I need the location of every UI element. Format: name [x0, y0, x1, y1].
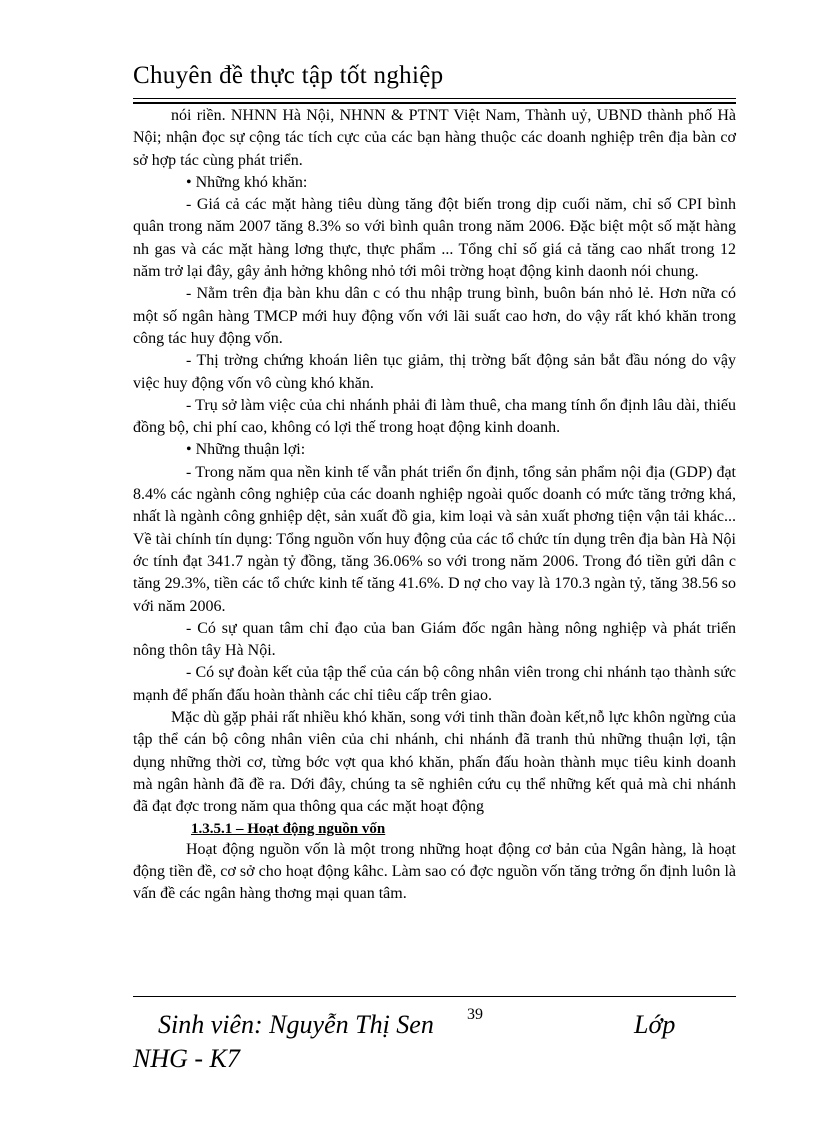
bullet-heading-difficulties: • Những khó khăn:	[186, 173, 308, 191]
paragraph: Hoạt động nguồn vốn là một trong những hoạt động cơ bản của Ngân hàng, là hoạt động tiền đề, cơ sở cho hoạt động kâhc. Làm sao có đợc nguồn vốn tăng trởng ổn định luôn là vấn đề các ngân hàng thơng mại quan tâm.	[133, 840, 736, 903]
document-body	[133, 105, 736, 905]
footer-rule	[133, 996, 736, 997]
bullet-heading-advantages: • Những thuận lợi:	[186, 441, 306, 459]
paragraph: Mặc dù gặp phải rất nhiều khó khăn, song với tinh thần đoàn kết,nỗ lực khôn ngừng của tập thể cán bộ công nhân viên của chi nhánh, chi nhánh đã tranh thủ những thuận lợi, tận dụng những thời cơ, từng bớc vợt qua khó khăn, phấn đấu hoàn thành mục tiêu kinh doanh mà ngân hành đã đề ra. Dới đây, chúng ta sẽ nghiên cứu cụ thể những kết quả mà chi nhánh đã đạt đợc trong năm qua thông qua các mặt hoạt động	[133, 709, 736, 816]
paragraph: - Trong năm qua nền kinh tế vẫn phát triển ổn định, tổng sản phẩm nội địa (GDP) đạt 8.4% các ngành công nghiệp của các doanh nghiệp ngoài quốc doanh có mức tăng trởng khá, nhất là ngành công gnhiệp dệt, sản xuất đồ gia, kim loại và sản xuất phơng tiện vận tải khác... Về tài chính tín dụng: Tổng nguồn vốn huy động của các tổ chức tín dụng trên địa bàn Hà Nội ớc tính đạt 341.7 ngàn tỷ đồng, tăng 36.06% so với trong năm 2006. Trong đó tiền gửi dân c tăng 29.3%, tiền các tổ chức kinh tế tăng 41.6%. D nợ cho vay là 170.3 ngàn tỷ, tăng 38.56 so với năm 2006.	[133, 463, 736, 615]
paragraph: - Thị trờng chứng khoán liên tục giảm, thị trờng bất động sản bắt đầu nóng do vậy việc huy động vốn vô cùng khó khăn.	[133, 352, 736, 392]
paragraph: - Nằm trên địa bàn khu dân c có thu nhập trung bình, buôn bán nhỏ lẻ. Hơn nữa có một số ngân hàng TMCP mới huy động vốn với lãi suất cao hơn, do vậy rất khó khăn trong công tác huy động vốn.	[133, 285, 736, 347]
page-number: 39	[467, 1006, 483, 1023]
header-rule-thick	[133, 102, 736, 104]
page-title: Chuyên đề thực tập tốt nghiệp	[133, 62, 444, 89]
paragraph: - Có sự đoàn kết của tập thể của cán bộ công nhân viên trong chi nhánh tạo thành sức mạnh để phấn đấu hoàn thành các chỉ tiêu cấp trên giao.	[133, 664, 736, 704]
paragraph: - Giá cả các mặt hàng tiêu dùng tăng đột biến trong dịp cuối năm, chỉ số CPI bình quân trong năm 2007 tăng 8.3% so với bình quân trong năm 2006. Đặc biệt một số mặt hàng nh gas và các mặt hàng lơng thực, thực phẩm ... Tổng chỉ số giá cả tăng cao nhất trong 12 năm trở lại đây, gây ảnh hởng không nhỏ tới môi trờng hoạt động kinh daonh nói chung.	[133, 196, 736, 281]
footer-student-name: Sinh viên: Nguyễn Thị Sen	[158, 1010, 434, 1039]
paragraph: nói riền. NHNN Hà Nội, NHNN & PTNT Việt Nam, Thành uỷ, UBND thành phố Hà Nội; nhận đọc sự cộng tác tích cực của các bạn hàng thuộc các doanh nghiệp trên địa bàn cơ sở hợp tác cùng phát triển.	[133, 107, 736, 169]
section-heading: 1.3.5.1 – Hoạt động nguồn vốn	[191, 820, 386, 837]
header-rule-thin	[133, 98, 736, 99]
footer-class-label: Lớp	[634, 1010, 676, 1039]
paragraph: - Trụ sở làm việc của chi nhánh phải đi làm thuê, cha mang tính ổn định lâu dài, thiếu đồng bộ, chi phí cao, không có lợi thế trong hoạt động kinh doanh.	[133, 396, 736, 437]
footer-class-value: NHG - K7	[133, 1044, 240, 1073]
paragraph: - Có sự quan tâm chỉ đạo của ban Giám đốc ngân hàng nông nghiệp và phát triển nông thôn tây Hà Nội.	[133, 619, 736, 660]
